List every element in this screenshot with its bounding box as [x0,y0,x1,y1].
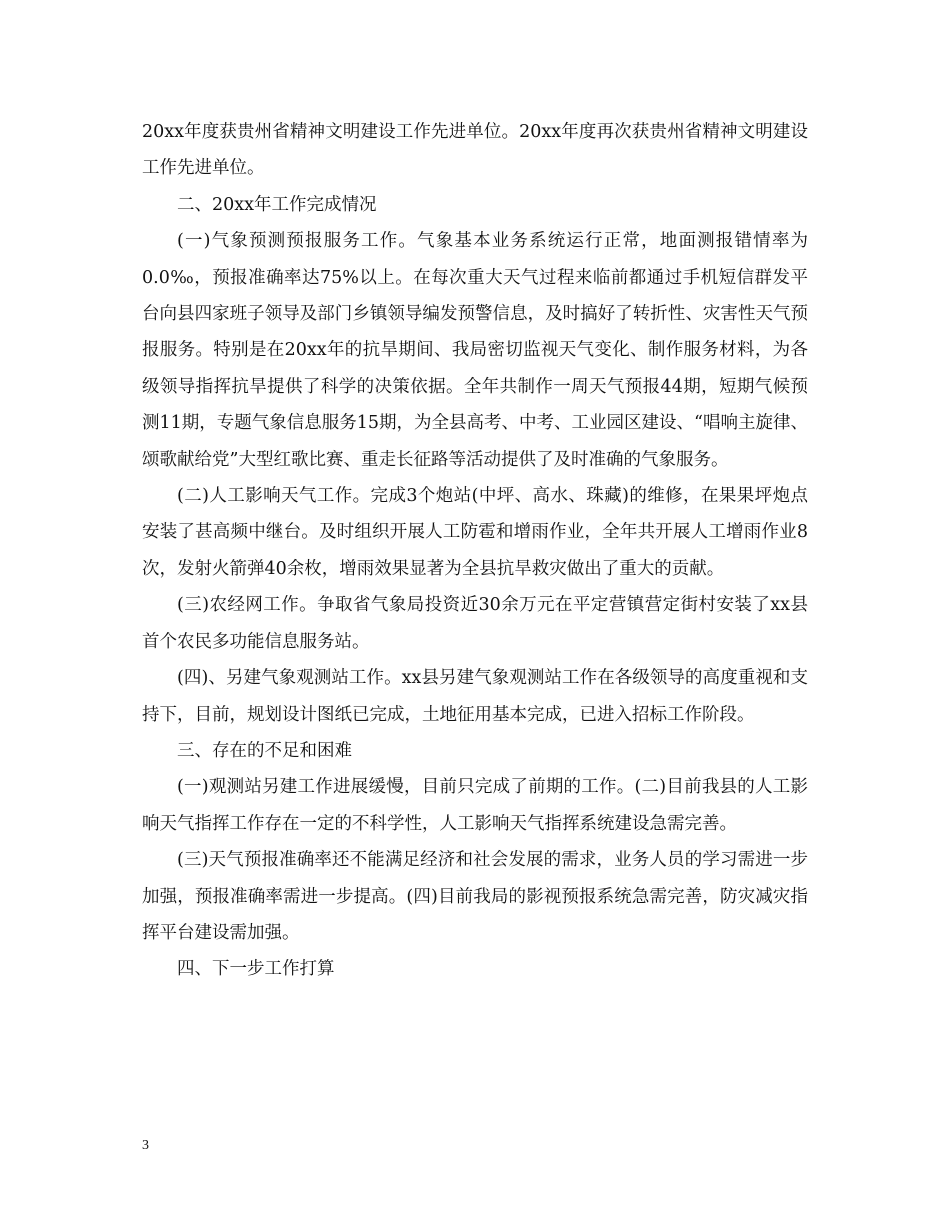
paragraph-shortcomings-2: (三)天气预报准确率还不能满足经济和社会发展的需求，业务人员的学习需进一步加强，预报准确率需进一步提高。(四)目前我局的影视预报系统急需完善，防灾减灾指挥平台建设需加强。 [142,850,808,943]
paragraph-award-continuation: 20xx年度获贵州省精神文明建设工作先进单位。20xx年度再次获贵州省精神文明建设工作先进单位。 [142,122,808,179]
heading-section-2: 二、20xx年工作完成情况 [177,194,377,215]
heading-section-4: 四、下一步工作打算 [177,959,335,980]
paragraph-observation-station: (四)、另建气象观测站工作。xx县另建气象观测站工作在各级领导的高度重视和支持下，目前，规划设计图纸已完成，土地征用基本完成，已进入招标工作阶段。 [142,668,808,725]
page-number: 3 [142,1138,149,1153]
paragraph-artificial-weather: (二)人工影响天气工作。完成3个炮站(中坪、高水、珠藏)的维修，在果果坪炮点安装了甚高频中继台。及时组织开展人工防雹和增雨作业，全年共开展人工增雨作业8次，发射火箭弹40余枚，增雨效果显著为全县抗旱救灾做出了重大的贡献。 [142,486,808,579]
paragraph-shortcomings-1: (一)观测站另建工作进展缓慢，目前只完成了前期的工作。(二)目前我县的人工影响天气指挥工作存在一定的不科学性，人工影响天气指挥系统建设急需完善。 [142,777,808,834]
heading-section-3: 三、存在的不足和困难 [177,740,352,761]
paragraph-weather-forecast-service: (一)气象预测预报服务工作。气象基本业务系统运行正常，地面测报错情率为0.0‰，预报准确率达75%以上。在每次重大天气过程来临前都通过手机短信群发平台向县四家班子领导及部门乡镇领导编发预警信息，及时搞好了转折性、灾害性天气预报服务。特别是在20xx年的抗旱期间、我局密切监视天气变化、制作服务材料，为各级领导指挥抗旱提供了科学的决策依据。全年共制作一周天气预报44期，短期气候预测11期，专题气象信息服务15期，为全县高考、中考、工业园区建设、“唱响主旋律、颂歌献给党”大型红歌比赛、重走长征路等活动提供了及时准确的气象服务。 [142,231,808,470]
document-body [142,114,808,988]
paragraph-agri-network: (三)农经网工作。争取省气象局投资近30余万元在平定营镇营定街村安装了xx县首个农民多功能信息服务站。 [142,595,808,652]
